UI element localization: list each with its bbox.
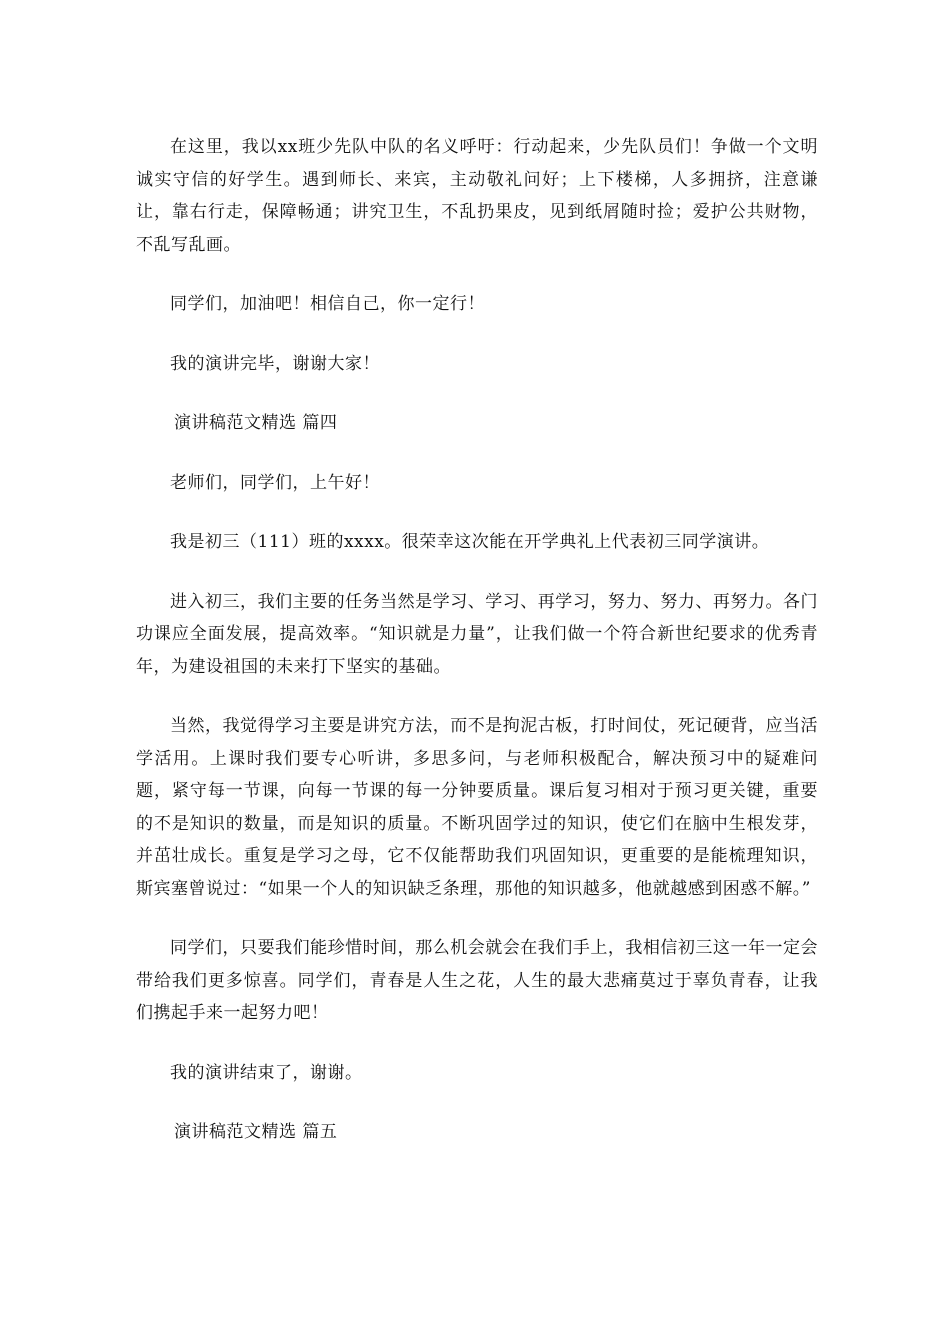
paragraph-introduction: 我是初三（111）班的xxxx。很荣幸这次能在开学典礼上代表初三同学演讲。 <box>170 532 770 552</box>
paragraph-appeal: 在这里，我以xx班少先队中队的名义呼吁：行动起来，少先队员们！争做一个文明诚实守信的好学生。遇到师长、来宾，主动敬礼问好；上下楼梯，人多拥挤，注意谦让，靠右行走，保障畅通；讲究卫生，不乱扔果皮，见到纸屑随时捡；爱护公共财物，不乱写乱画。 <box>136 137 818 255</box>
paragraph-encouragement: 同学们，加油吧！相信自己，你一定行！ <box>170 294 485 314</box>
paragraph-cherish-time: 同学们，只要我们能珍惜时间，那么机会就会在我们手上，我相信初三这一年一定会带给我们更多惊喜。同学们，青春是人生之花，人生的最大悲痛莫过于辜负青春，让我们携起手来一起努力吧！ <box>136 938 818 1023</box>
paragraph-closing: 我的演讲完毕，谢谢大家！ <box>170 353 380 374</box>
paragraph-study-goal: 进入初三，我们主要的任务当然是学习、学习、再学习，努力、努力、再努力。各门功课应全面发展，提高效率。“知识就是力量”，让我们做一个符合新世纪要求的优秀青年，为建设祖国的未来打下坚实的基础。 <box>136 591 818 677</box>
paragraph-study-method: 当然，我觉得学习主要是讲究方法，而不是拘泥古板，打时间仗，死记硬背，应当活学活用。上课时我们要专心听讲，多思多问，与老师积极配合，解决预习中的疑难问题，紧守每一节课，向每一节课的每一分钟要质量。课后复习相对于预习更关键，重要的不是知识的数量，而是知识的质量。不断巩固学过的知识，使它们在脑中生根发芽，并茁壮成长。重复是学习之母，它不仅能帮助我们巩固知识，更重要的是能梳理知识，斯宾塞曾说过：“如果一个人的知识缺乏条理，那他的知识越多，他就越感到困惑不解。” <box>136 716 818 899</box>
paragraph-greeting: 老师们，同学们，上午好！ <box>170 472 380 493</box>
section-heading-5: 演讲稿范文精选 篇五 <box>174 1122 338 1142</box>
paragraph-ending: 我的演讲结束了，谢谢。 <box>170 1062 363 1083</box>
section-heading-4: 演讲稿范文精选 篇四 <box>174 413 338 433</box>
document-body <box>136 131 818 1176</box>
